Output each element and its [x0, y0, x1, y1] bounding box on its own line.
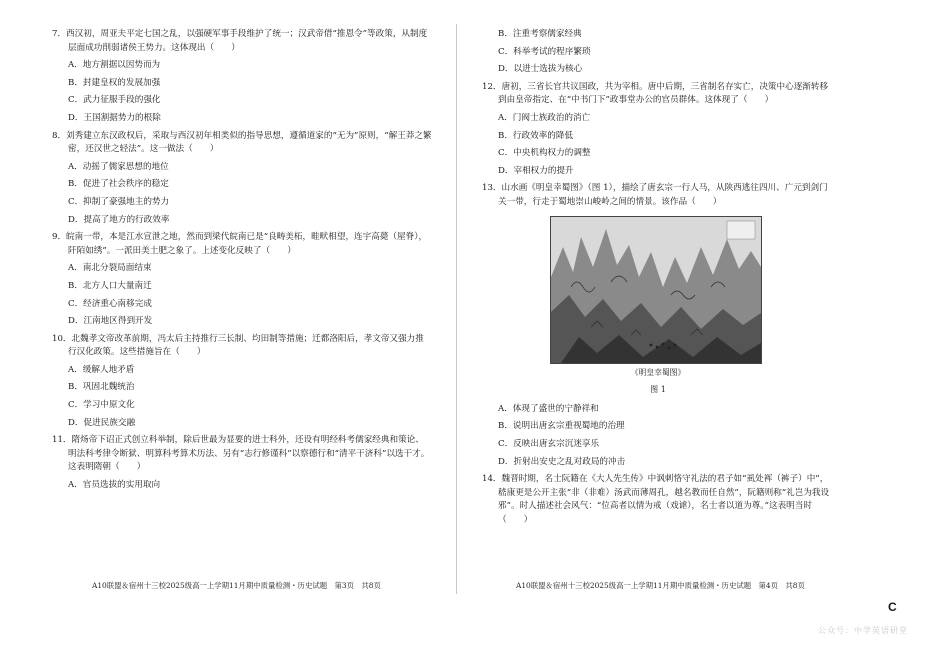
question-9: [52, 231, 432, 329]
version-mark: C: [888, 600, 897, 614]
option: B．说明出唐玄宗重视蜀地的治理: [498, 421, 625, 432]
question-stem: 7．西汉初，周亚夫平定七国之乱，以强硬军事手段维护了统一；汉武帝借“推恩令”等政策，从制度层面成功削弱诸侯王势力。这体现出（ ）: [52, 29, 428, 53]
column-divider: [456, 24, 457, 594]
question-7: [52, 28, 432, 126]
question-stem: 9．皖南一带，本是江水宣泄之地，然而到梁代皖南已是“良畴美柘，畦畎相望，连宇高薨（屋脊），阡陌如绣”。一派田美土肥之象了。上述变化反映了（ ）: [52, 232, 428, 256]
option: B．行政效率的降低: [498, 130, 574, 141]
option: D．宰相权力的提升: [498, 165, 574, 176]
painting-illustration: [551, 217, 761, 363]
option: A．缓解人地矛盾: [68, 364, 135, 375]
option: D．提高了地方的行政效率: [68, 214, 170, 225]
option: D．促进民族交融: [68, 417, 136, 428]
question-11: [52, 434, 432, 492]
option: A．官员选拔的实用取向: [68, 480, 161, 491]
question-stem: 10．北魏孝文帝改革前期，冯太后主持推行三长制、均田制等措施；迁都洛阳后，孝文帝又强力推行汉化政策。这些措施旨在（ ）: [52, 333, 424, 358]
option: C．武力征服手段的强化: [68, 95, 161, 106]
option: B．促进了社会秩序的稳定: [68, 179, 169, 190]
option: C．科举考试的程序繁琐: [498, 46, 591, 57]
question-10: [52, 333, 432, 431]
question-12: [482, 81, 834, 179]
option: C．抑制了豪强地主的势力: [68, 196, 170, 207]
question-stem: 14．魏晋时期，名士阮籍在《大人先生传》中讽刺恪守礼法的君子如“虱处裈（裤子）中”，嵇康更是公开主张“非（非难）汤武而薄周孔，越名教而任自然”，阮籍则称“礼岂为我设邪”。时人描述社会风气：“位高者以情为戒（戏谑），名士者以道为尊。”这表明当时（ ）: [482, 474, 830, 525]
page-footer-right: A10联盟＆宿州十三校2025级高一上学期11月期中质量检测・历史试题 第4页 共8页: [516, 581, 805, 590]
option: D．以进士选拔为核心: [498, 64, 583, 75]
question-13: [482, 182, 834, 469]
figure-label: 图 1: [650, 385, 666, 395]
option: C．经济重心南移完成: [68, 298, 152, 309]
option: B．封建皇权的发展加强: [68, 77, 161, 88]
option: A．地方割据以因势而为: [68, 60, 161, 71]
option: B．巩固北魏统治: [68, 382, 135, 393]
mountain-painting-figure: [550, 216, 762, 364]
option: A．南北分裂局面结束: [68, 263, 152, 274]
watermark: 公众号：中学英语研堂: [818, 626, 908, 635]
option: D．折射出安史之乱对政局的冲击: [498, 456, 626, 467]
question-stem: 11．隋炀帝下诏正式创立科举制，除后世最为显要的进士科外，还设有明经科考儒家经典和策论、明法科考律令断狱、明算科考算术历法、另有“志行修谨科”以察德行和“清平干济科”以选干才。这表明隋朝（ ）: [52, 435, 430, 473]
option: A．门阀士族政治的消亡: [498, 112, 591, 123]
option: C．学习中原文化: [68, 400, 135, 411]
question-stem: 12．唐初，三省长官共议国政，共为宰相。唐中后期，三省制名存实亡，决策中心逐渐转移到由皇帝指定、在“中书门下”政事堂办公的官员群体。这体现了（ ）: [482, 81, 829, 106]
option: C．中央机构权力的调整: [498, 148, 591, 159]
option: B．注重考察儒家经典: [498, 29, 582, 39]
right-page-column: [482, 28, 834, 531]
option: D．王国割据势力的根除: [68, 112, 161, 123]
question-8: [52, 130, 432, 228]
page-footer-left: A10联盟＆宿州十三校2025级高一上学期11月期中质量检测・历史试题 第3页 共8页: [92, 581, 381, 590]
option: A．动摇了儒家思想的地位: [68, 161, 169, 172]
question-11-continued: [482, 28, 834, 77]
question-stem: 8．刘秀建立东汉政权后，采取与西汉初年相类似的指导思想，遵循道家的“无为”原则，“解王莽之繁密，还汉世之轻法”。这一做法（ ）: [52, 130, 432, 155]
left-page-column: [52, 28, 432, 497]
question-14: [482, 473, 834, 527]
option: A．体现了盛世的宁静祥和: [498, 403, 599, 414]
question-stem: 13．山水画《明皇幸蜀图》（图 1），描绘了唐玄宗一行人马，从陕西逃往四川、广元到剑门关一带，行走于蜀地崇山峻岭之间的情景。该作品（ ）: [482, 183, 828, 207]
option: C．反映出唐玄宗沉迷享乐: [498, 438, 600, 449]
figure-caption: 《明皇幸蜀图》: [630, 367, 686, 377]
option: B．北方人口大量南迁: [68, 280, 152, 291]
option: D．江南地区得到开发: [68, 316, 153, 327]
